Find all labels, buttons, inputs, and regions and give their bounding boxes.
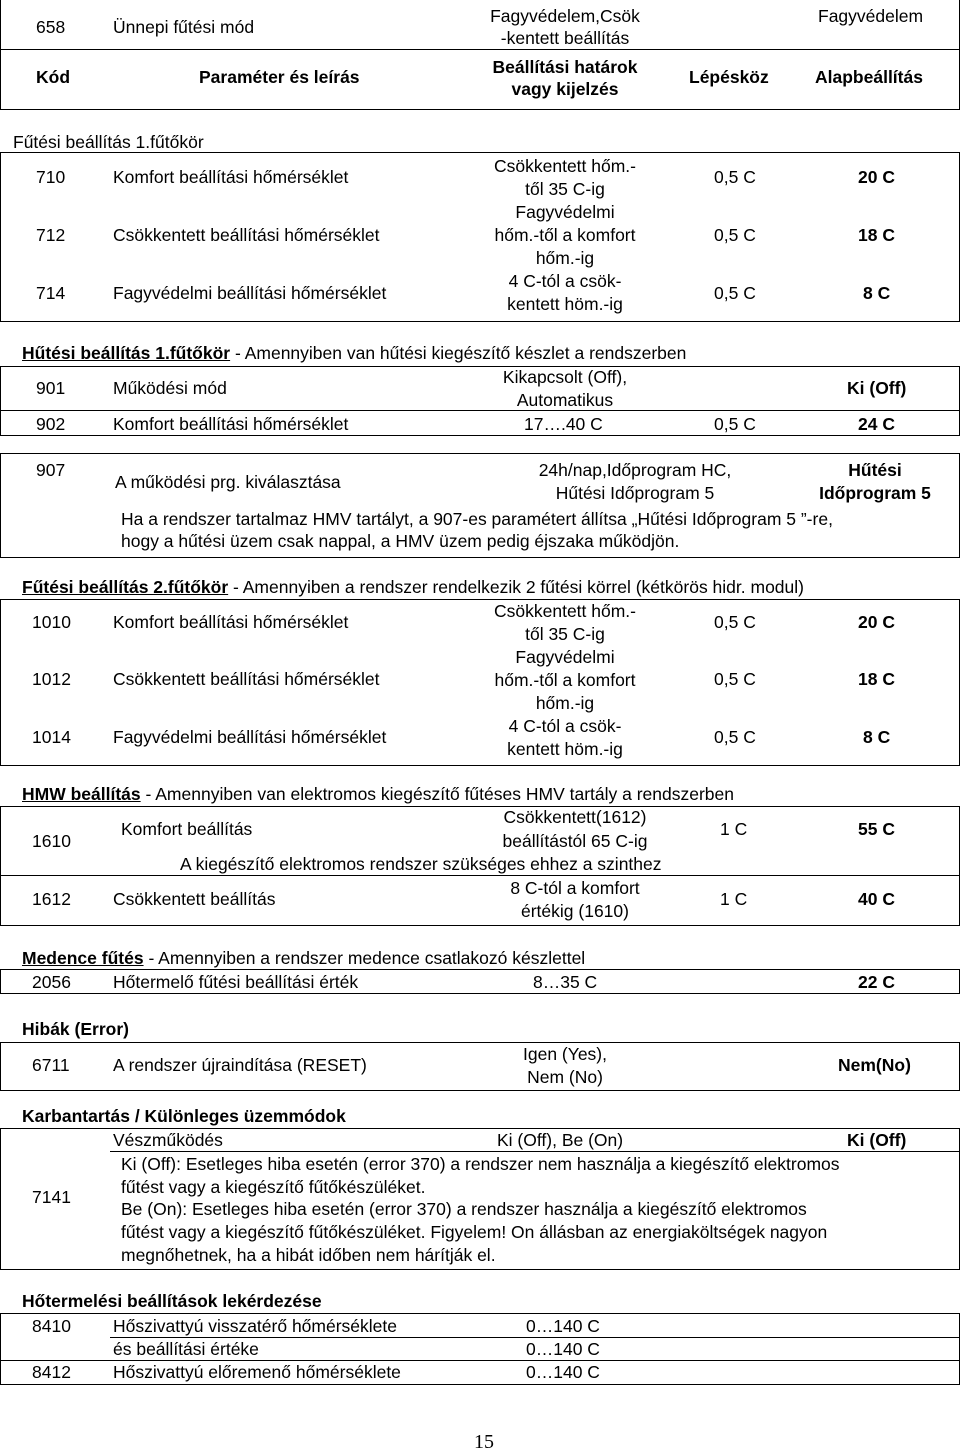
divider [0,993,960,994]
param-907: A működési prg. kiválasztása [115,472,341,492]
range-line: től 35 C-ig [525,179,605,199]
param-8412: Hőszivattyú előremenő hőmérséklete [113,1362,401,1382]
section-title: Medence fűtés [22,948,144,968]
divider [0,152,960,153]
note-1610: A kiegészítő elektromos rendszer szükséges ehhez a szinthez [180,854,662,874]
desc-line: megnőhetnek, ha a hibát időben nem hárítják el. [121,1245,496,1265]
desc-line: Ki (Off): Esetleges hiba esetén (error 370) a rendszer nem használja a kiegészítő elektromos [121,1154,840,1174]
range-line: Csökkentett hőm.- [494,601,636,621]
page-number: 15 [474,1431,494,1453]
range-1612-l2: értékig (1610) [521,901,629,921]
code-712: 712 [36,225,66,245]
default-6711: Nem(No) [838,1055,911,1075]
range-907-l2: Hűtési Időprogram 5 [555,483,715,503]
param-658: Ünnepi fűtési mód [113,17,255,37]
border-left [0,0,1,110]
default-1012: 18 C [858,669,895,689]
section-title: Hőtermelési beállítások lekérdezése [22,1291,322,1311]
header-code: Kód [36,67,71,87]
range-902: 17….40 C [524,414,603,434]
range-line: Fagyvédelmi [515,647,615,667]
default-2056: 22 C [858,972,895,992]
param-1012: Csökkentett beállítási hőmérséklet [113,669,380,689]
header-limits-l2: vagy kijelzés [511,79,619,99]
note-907-l2: hogy a hűtési üzem csak nappal, a HMV üzem pedig éjszaka működjön. [121,531,680,551]
range-7141: Ki (Off), Be (On) [497,1130,624,1150]
param-710: Komfort beállítási hőmérséklet [113,167,349,187]
range-line: Fagyvédelmi [515,202,615,222]
border-left [0,1313,1,1385]
section-title: Hibák (Error) [22,1019,129,1039]
param-1612: Csökkentett beállítás [113,889,276,909]
code-6711: 6711 [32,1055,70,1075]
step-1610: 1 C [720,819,748,839]
range-658-l1: Fagyvédelem,Csök [490,6,640,26]
section-heading [22,783,734,805]
code-1612: 1612 [32,889,71,909]
default-710: 20 C [858,167,895,187]
divider [0,557,960,558]
range-1610-l1: Csökkentett(1612) [503,807,647,827]
step-1612: 1 C [720,889,748,909]
header-step: Lépésköz [689,67,769,87]
range-8410-setpoint: 0…140 C [526,1339,600,1359]
code-714: 714 [36,283,66,303]
header-param: Paraméter és leírás [199,67,360,87]
code-907: 907 [36,460,66,480]
range-line: kentett höm.-ig [507,739,623,759]
section-title: Hűtési beállítás 1.fűtőkör [22,343,231,363]
range-line: hőm.-ig [535,693,595,713]
divider [0,765,960,766]
border-left [0,599,1,766]
divider [0,410,960,411]
range-907-l1: 24h/nap,Időprogram HC, [538,460,732,480]
range-line: 4 C-tól a csök- [508,271,622,291]
border-left [0,806,1,926]
range-1610-l2: beállítástól 65 C-ig [502,831,648,851]
divider [0,1090,960,1091]
default-902: 24 C [858,414,895,434]
section-title: Fűtési beállítás 1.fűtőkör [13,132,204,152]
divider [0,875,960,876]
param-901: Működési mód [113,378,227,398]
range-6711-l1: Igen (Yes), [523,1044,607,1064]
step-712: 0,5 C [714,225,756,245]
range-2056: 8…35 C [533,972,598,992]
section-desc: - Amennyiben a rendszer medence csatlakozó készlettel [148,948,586,968]
param-2056: Hőtermelő fűtési beállítási érték [113,972,359,992]
step-1014: 0,5 C [714,727,756,747]
step-1010: 0,5 C [714,612,756,632]
param-7141: Vészműködés [113,1130,223,1150]
note-907-l1: Ha a rendszer tartalmaz HMV tartályt, a 907-es paramétert állítsa „Hűtési Időprogram 5 ”-re, [121,509,833,529]
range-line: Csökkentett hőm.- [494,156,636,176]
default-7141: Ki (Off) [847,1130,907,1150]
param-1610: Komfort beállítás [121,819,253,839]
range-8410: 0…140 C [526,1316,600,1336]
desc-line: fűtést vagy a kiegészítő fűtőkészüléket. [121,1177,426,1197]
range-line: től 35 C-ig [525,624,605,644]
range-line: hőm.-től a komfort [494,225,636,245]
range-1612-l1: 8 C-tól a komfort [510,878,640,898]
code-8412: 8412 [32,1362,71,1382]
divider [0,1313,960,1314]
header-limits-l1: Beállítási határok [492,57,638,77]
step-902: 0,5 C [714,414,756,434]
divider [0,925,960,926]
code-7141: 7141 [32,1187,71,1207]
default-1612: 40 C [858,889,895,909]
step-710: 0,5 C [714,167,756,187]
default-901: Ki (Off) [847,378,907,398]
default-714: 8 C [863,283,891,303]
section-desc: - Amennyiben van elektromos kiegészítő fűtéses HMV tartály a rendszerben [145,784,734,804]
default-1610: 55 C [858,819,895,839]
range-8412: 0…140 C [526,1362,600,1382]
param-712: Csökkentett beállítási hőmérséklet [113,225,380,245]
code-1012: 1012 [32,669,71,689]
param-6711: A rendszer újraindítása (RESET) [113,1055,367,1075]
section-heading [22,576,804,598]
code-1010: 1010 [32,612,71,632]
code-710: 710 [36,167,66,187]
section-heading [22,342,686,364]
divider [0,321,960,322]
param-1010: Komfort beállítási hőmérséklet [113,612,349,632]
border-left [0,453,1,558]
border-left [0,152,1,322]
param-1014: Fagyvédelmi beállítási hőmérséklet [113,727,387,747]
section-desc: - Amennyiben a rendszer rendelkezik 2 fűtési körrel (kétkörös hidr. modul) [233,577,804,597]
param-8410-setpoint: és beállítási értéke [113,1339,259,1359]
step-714: 0,5 C [714,283,756,303]
range-901-l1: Kikapcsolt (Off), [502,367,628,387]
section-title: Karbantartás / Különleges üzemmódok [22,1106,346,1126]
default-1014: 8 C [863,727,891,747]
default-712: 18 C [858,225,895,245]
divider [0,109,960,110]
border-left [0,969,1,994]
divider [0,1384,960,1385]
range-line: hőm.-től a komfort [494,670,636,690]
border-left [0,1128,1,1270]
section-heading [22,947,585,969]
border-left [0,1042,1,1091]
code-901: 901 [36,378,66,398]
code-2056: 2056 [32,972,71,992]
range-line: 4 C-tól a csök- [508,716,622,736]
desc-line: fűtést vagy a kiegészítő fűtőkészüléket. Figyelem! On állásban az energiaköltségek nagyon [121,1222,828,1242]
code-8410: 8410 [32,1316,71,1336]
divider [110,1151,960,1152]
range-line: kentett höm.-ig [507,294,623,314]
range-901-l2: Automatikus [516,390,614,410]
step-1012: 0,5 C [714,669,756,689]
default-907-l2: Időprogram 5 [819,483,931,503]
divider [0,969,960,970]
divider [0,49,960,50]
desc-line: Be (On): Esetleges hiba esetén (error 370) a rendszer használja a kiegészítő elektromos [121,1199,807,1219]
param-8410: Hőszivattyú visszatérő hőmérséklete [113,1316,397,1336]
code-1014: 1014 [32,727,71,747]
code-1610: 1610 [32,831,71,851]
range-line: hőm.-ig [535,248,595,268]
divider [0,435,960,436]
param-902: Komfort beállítási hőmérséklet [113,414,349,434]
section-title: HMW beállítás [22,784,141,804]
section-desc: - Amennyiben van hűtési kiegészítő készlet a rendszerben [234,343,687,363]
default-658: Fagyvédelem [818,6,924,26]
header-default: Alapbeállítás [815,67,923,87]
divider [0,1269,960,1270]
default-907-l1: Hűtési [848,460,902,480]
code-658: 658 [36,17,66,37]
section-title: Fűtési beállítás 2.fűtőkör [22,577,229,597]
param-714: Fagyvédelmi beállítási hőmérséklet [113,283,387,303]
default-1010: 20 C [858,612,895,632]
code-902: 902 [36,414,66,434]
divider [0,453,960,454]
range-658-l2: -kentett beállítás [500,28,630,48]
range-6711-l2: Nem (No) [527,1067,603,1087]
border-left [0,366,1,436]
